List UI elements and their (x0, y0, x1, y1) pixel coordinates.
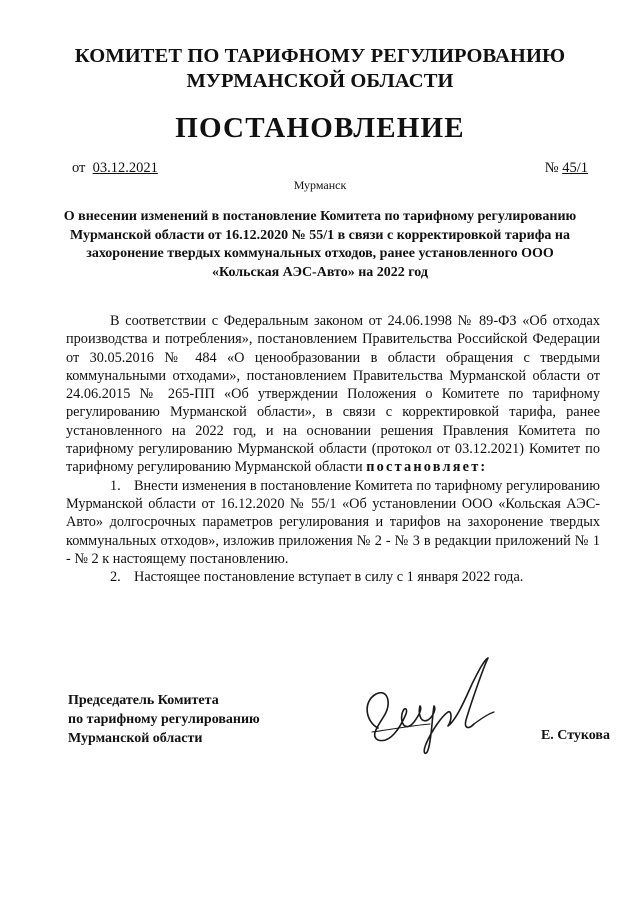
list-item (66, 477, 600, 568)
org-line-1: КОМИТЕТ ПО ТАРИФНОМУ РЕГУЛИРОВАНИЮ (74, 45, 566, 67)
decree-word: постановляет: (366, 459, 488, 476)
document-date (72, 160, 158, 177)
document-type-title: ПОСТАНОВЛЕНИЕ (175, 112, 465, 144)
signer-title (68, 691, 260, 748)
preamble-text: В соответствии с Федеральным законом от 24.06.1998 № 89-ФЗ «Об отходах производства и потребления», постановлением Правительства Российской Федерации от 30.05.2016 № 484 «О ценообразовании в области обращения с твердыми коммунальными отходами», постановлением Правительства Мурманской области от 24.06.2015 № 265-ПП «Об утверждении Положения о Комитете по тарифному регулированию Мурманской области», в связи с корректировкой тарифа, ранее установленного на 2022 год, и на основании решения Правления Комитета по тарифному регулированию Мурманской области (протокол от 03.12.2021) Комитет по тарифному регулированию Мурманской области (66, 313, 600, 476)
document-body (66, 312, 600, 586)
document-subject: О внесении изменений в постановление Комитета по тарифному регулированию Мурманской области от 16.12.2020 № 55/1 в связи с корректировкой тарифа на захоронение твердых коммунальных отходов, ранее установленного ООО «Кольская АЭС-Авто» на 2022 год (63, 209, 577, 280)
date-prefix: от (72, 160, 86, 176)
signer-title-line-3: Мурманской области (68, 731, 203, 746)
signer-name: Е. Стукова (540, 728, 610, 743)
handwritten-signature (348, 650, 518, 760)
item-text: Внести изменения в постановление Комитета по тарифному регулированию Мурманской области от 16.12.2020 № 55/1 «Об установлении ООО «Кольская АЭС-Авто» долгосрочных параметров регулирования и тарифов на захоронение твердых коммунальных отходов», изложив приложения № 2 - № 3 в редакции приложений № 1 - № 2 к настоящему постановлению. (66, 477, 600, 567)
document-number (545, 160, 588, 177)
preamble-paragraph (66, 312, 600, 477)
organization-name (0, 44, 640, 94)
org-line-2: МУРМАНСКОЙ ОБЛАСТИ (186, 70, 454, 92)
item-number: 2. (110, 569, 121, 586)
item-number: 1. (110, 477, 121, 494)
number-prefix: № (544, 160, 559, 176)
date-value: 03.12.2021 (92, 160, 158, 176)
number-value: 45/1 (562, 160, 588, 176)
signer-title-line-1: Председатель Комитета (68, 693, 219, 708)
list-item (66, 568, 600, 586)
item-text: Настоящее постановление вступает в силу с 1 января 2022 года. (134, 569, 524, 586)
city: Мурманск (293, 178, 347, 192)
signer-title-line-2: по тарифному регулированию (68, 712, 260, 727)
